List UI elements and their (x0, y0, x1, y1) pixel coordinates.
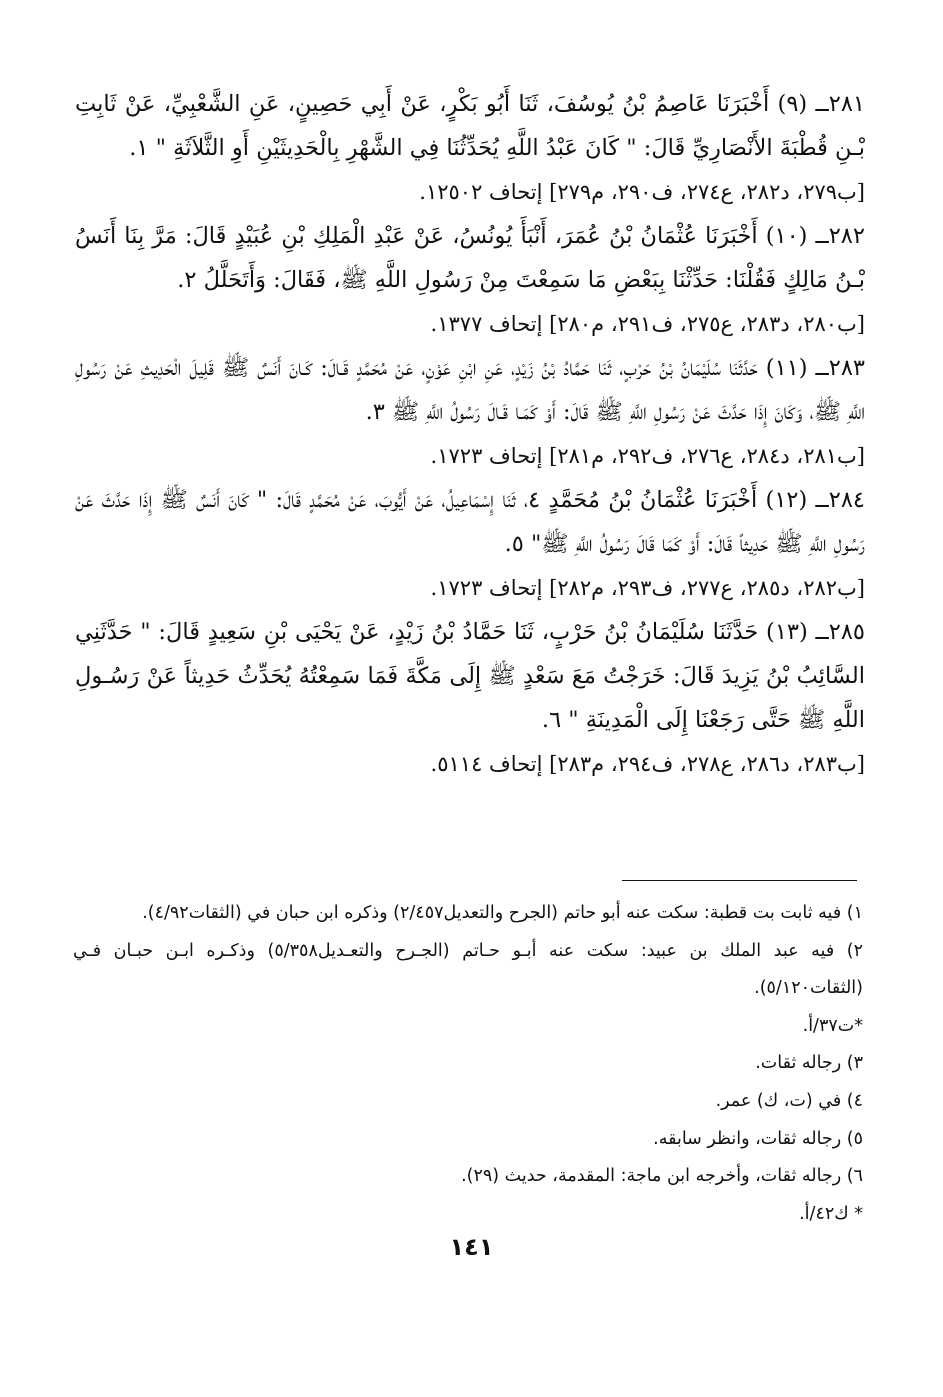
hadith-281-source: [ب٢٧٩، د٢٨٢، ع٢٧٤، ف٢٩٠، م٢٧٩] إتحاف ١٢٥٠٢. (419, 180, 865, 204)
footnote-5: ٥) رجاله ثقات، وانظر سابقه. (653, 1128, 863, 1149)
hadith-284-text: ٢٨٤ــ (١٢) أَخْبَرَنَا عُثْمَانُ بْنُ مُحَمَّدٍ ٤، ثَنَا إِسْمَاعِيلُ، عَنْ أَيُّوبَ، عَنْ مُحَمَّدٍ قَالَ: " كَانَ أَنَسٌ ﷺ إِذَا حَدَّثَ عَنْ رَسُولِ اللَّهِ ﷺ حَدِيثاً قَالَ: أَوْ كَمَا قَالَ رَسُولُ اللَّهِ ﷺ" ٥. (75, 487, 865, 557)
hadith-285-text: ٢٨٥ــ (١٣) حَدَّثَنَا سُلَيْمَانُ بْنُ حَرْبٍ، ثَنَا حَمَّادُ بْنُ زَيْدٍ، عَنْ يَحْيَى بْنِ سَعِيدٍ قَالَ: " حَدَّثَنِي السَّائِبُ بْنُ يَزِيدَ قَالَ: خَرَجْتُ مَعَ سَعْدٍ ﷺ إِلَى مَكَّةَ فَمَا سَمِعْتُهُ يُحَدِّثُ حَدِيثاً عَنْ رَسُـولِ اللَّهِ ﷺ حَتَّى رَجَعْنَا إِلَى الْمَدِينَةِ " ٦. (75, 619, 865, 733)
footnote-3: ٣) رجاله ثقات. (755, 1053, 863, 1074)
footnote-6: ٦) رجاله ثقات، وأخرجه ابن ماجة: المقدمة، حديث (٢٩). (461, 1166, 863, 1187)
footnote-manuscript-marker-t: *ت٣٧/أ. (802, 1015, 863, 1036)
hadith-283-text: ٢٨٣ــ (١١) حَدَّثَنَا سُلَيْمَانُ بْنُ حَرْبٍ، ثَنَا حَمَّادُ بْنُ زَيْدٍ، عَنِ ابْنِ عَوْنٍ، عَنْ مُحَمَّدٍ قَـالَ: كَـانَ أَنَسٌ ﷺ قَلِيلَ الْحَدِيثِ عَنْ رَسُولِ اللَّهِ ﷺ، وَكَانَ إِذَا حَدَّثَ عَنْ رَسُولِ اللَّهِ ﷺ قَالَ: أَوْ كَمَـا قَـالَ رَسُولُ اللَّهِ ﷺ ٣. (75, 355, 865, 425)
footnote-4: ٤) في (ت، ك) عمر. (715, 1090, 863, 1111)
hadith-body (75, 82, 865, 786)
hadith-283-source: [ب٢٨١، د٢٨٤، ع٢٧٦، ف٢٩٢، م٢٨١] إتحاف ١٧٢٣. (430, 444, 865, 468)
hadith-282-text: ٢٨٢ــ (١٠) أَخْبَرَنَا عُثْمَانُ بْنُ عُمَرَ، أَنْبَأَ يُونُسُ، عَنْ عَبْدِ الْمَلِكِ بْنِ عُبَيْدٍ قَالَ: مَرَّ بِنَا أَنَسُ بْـنُ مَالِكٍ فَقُلْنَا: حَدِّثْنَا بِبَعْضِ مَا سَمِعْتَ مِنْ رَسُولِ اللَّهِ ﷺ، فَقَالَ: وَأَتَحَلَّلُ ٢. (75, 223, 865, 293)
hadith-281-text: ٢٨١ــ (٩) أَخْبَرَنَا عَاصِمُ بْنُ يُوسُفَ، ثَنَا أَبُو بَكْرٍ، عَنْ أَبِي حَصِينٍ، عَنِ الشَّعْبِيِّ، عَنْ ثَابِتِ بْـنِ قُطْبَةَ الأَنْصَارِيِّ قَالَ: " كَانَ عَبْدُ اللَّهِ يُحَدِّثُنَا فِي الشَّهْرِ بِالْحَدِيثَيْنِ أَوِ الثَّلاَثَةِ " ١. (75, 91, 865, 161)
hadith-282-source: [ب٢٨٠، د٢٨٣، ع٢٧٥، ف٢٩١، م٢٨٠] إتحاف ١٣٧٧. (430, 312, 865, 336)
page-number: ١٤١ (449, 1233, 494, 1261)
footnote-2: ٢) فيه عبد الملك بن عبيد: سكت عنه أبـو حـاتم (الجـرح والتعـديل٥/٣٥٨) وذكـره ابـن حبـان فـي (الثقات٥/١٢٠). (73, 940, 863, 999)
footnote-manuscript-marker-k: * ك٤٢/أ. (799, 1203, 863, 1224)
hadith-284-source: [ب٢٨٢، د٢٨٥، ع٢٧٧، ف٢٩٣، م٢٨٢] إتحاف ١٧٢٣. (430, 576, 865, 600)
footnotes (73, 895, 863, 1233)
hadith-285-source: [ب٢٨٣، د٢٨٦، ع٢٧٨، ف٢٩٤، م٢٨٣] إتحاف ٥١١٤. (430, 752, 865, 776)
footnote-1: ١) فيه ثابت بت قطبة: سكت عنه أبو حاتم (الجرح والتعديل٢/٤٥٧) وذكره ابن حبان في (الثقات٤/٩٢). (142, 903, 863, 923)
footnote-divider (622, 880, 857, 881)
